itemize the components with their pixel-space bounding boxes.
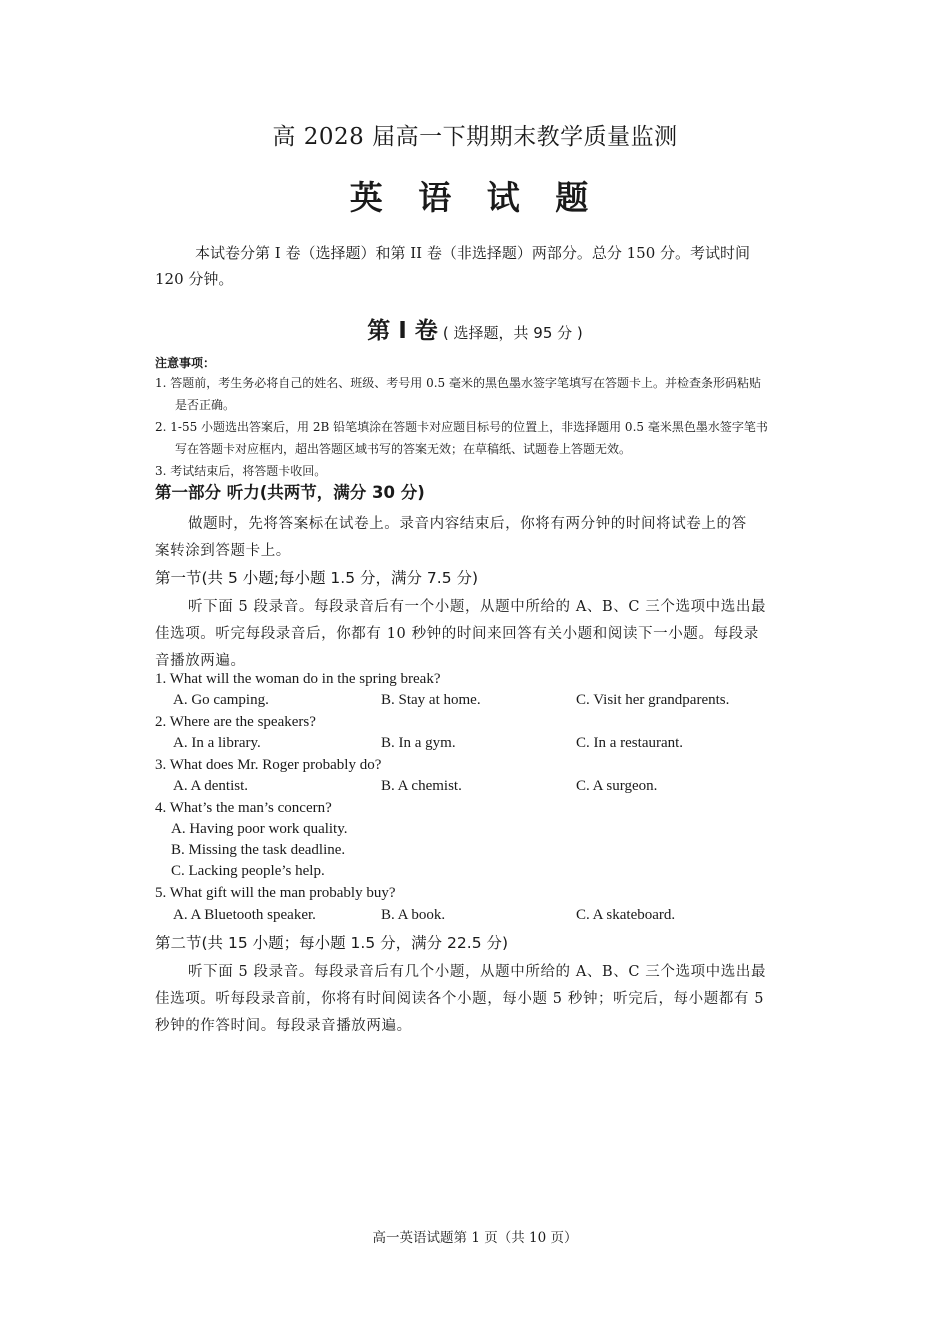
question-4-option-c: C. Lacking people’s help.	[171, 863, 325, 879]
notice-item-2-cont: 写在答题卡对应框内，超出答题区域书写的答案无效；在草稿纸、试题卷上答题无效。	[175, 442, 632, 456]
notice-item-2: 2. 1-55 小题选出答案后，用 2B 铅笔填涂在答题卡对应题目标号的位置上，非选择题用 0.5 毫米黑色墨水签字笔书	[155, 420, 768, 434]
section2-para-line-1: 听下面 5 段录音。每段录音后有几个小题，从题中所给的 A、B、C 三个选项中选出最	[188, 964, 767, 980]
question-4-option-a: A. Having poor work quality.	[171, 821, 348, 837]
volume-heading	[0, 312, 950, 345]
question-2-option-a: A. In a library.	[173, 735, 261, 751]
question-3-stem: 3. What does Mr. Roger probably do?	[155, 757, 382, 773]
section2-para-line-2: 佳选项。听每段录音前，你将有时间阅读各个小题，每小题 5 秒钟；听完后，每小题都有 5	[155, 991, 765, 1007]
part1-para-line-2: 案转涂到答题卡上。	[155, 543, 291, 559]
question-4-stem: 4. What’s the man’s concern?	[155, 800, 332, 816]
question-1-option-a: A. Go camping.	[173, 692, 269, 708]
question-3-option-a: A. A dentist.	[173, 778, 249, 794]
part1-heading: 第一部分 听力(共两节，满分 30 分)	[155, 483, 425, 502]
section1-para-line-3: 音播放两遍。	[155, 653, 246, 669]
page-footer: 高一英语试题第 1 页（共 10 页）	[372, 1230, 578, 1246]
exam-subject: 英 语 试 题	[349, 178, 601, 217]
intro-line-1: 本试卷分第 I 卷（选择题）和第 II 卷（非选择题）两部分。总分 150 分。考试时间	[195, 244, 751, 262]
question-1-option-c: C. Visit her grandparents.	[576, 692, 730, 708]
question-1-stem: 1. What will the woman do in the spring break?	[155, 671, 441, 687]
question-4-option-b: B. Missing the task deadline.	[171, 842, 346, 858]
section2-para-line-3: 秒钟的作答时间。每段录音播放两遍。	[155, 1018, 412, 1034]
question-3-option-b: B. A chemist.	[381, 778, 462, 794]
section1-heading: 第一节(共 5 小题;每小题 1.5 分，满分 7.5 分)	[155, 569, 479, 587]
notice-item-1: 1. 答题前，考生务必将自己的姓名、班级、考号用 0.5 毫米的黑色墨水签字笔填写在答题卡上。并检查条形码粘贴	[155, 376, 761, 390]
question-5-option-c: C. A skateboard.	[576, 907, 676, 923]
volume-title: 第 Ⅰ 卷	[367, 318, 438, 344]
notice-item-1-cont: 是否正确。	[175, 398, 236, 412]
intro-line-2: 120 分钟。	[155, 270, 234, 288]
section1-para-line-2: 佳选项。听完每段录音后，你都有 10 秒钟的时间来回答有关小题和阅读下一小题。每段录	[155, 626, 759, 642]
question-2-stem: 2. Where are the speakers?	[155, 714, 316, 730]
exam-title: 高 2028 届高一下期期末教学质量监测	[272, 124, 678, 150]
part1-para-line-1: 做题时，先将答案标在试卷上。录音内容结束后，你将有两分钟的时间将试卷上的答	[188, 516, 747, 532]
question-5-option-b: B. A book.	[381, 907, 446, 923]
question-5-option-a: A. A Bluetooth speaker.	[173, 907, 316, 923]
notice-item-3: 3. 考试结束后，将答题卡收回。	[155, 464, 327, 478]
question-2-option-c: C. In a restaurant.	[576, 735, 684, 751]
section1-para-line-1: 听下面 5 段录音。每段录音后有一个小题，从题中所给的 A、B、C 三个选项中选出最	[188, 599, 767, 615]
question-3-option-c: C. A surgeon.	[576, 778, 658, 794]
question-1-option-b: B. Stay at home.	[381, 692, 481, 708]
section2-heading: 第二节(共 15 小题；每小题 1.5 分，满分 22.5 分)	[155, 934, 509, 952]
volume-subtitle: ( 选择题，共 95 分 )	[442, 324, 583, 342]
notice-heading: 注意事项：	[155, 356, 216, 370]
question-5-stem: 5. What gift will the man probably buy?	[155, 885, 396, 901]
question-2-option-b: B. In a gym.	[381, 735, 456, 751]
